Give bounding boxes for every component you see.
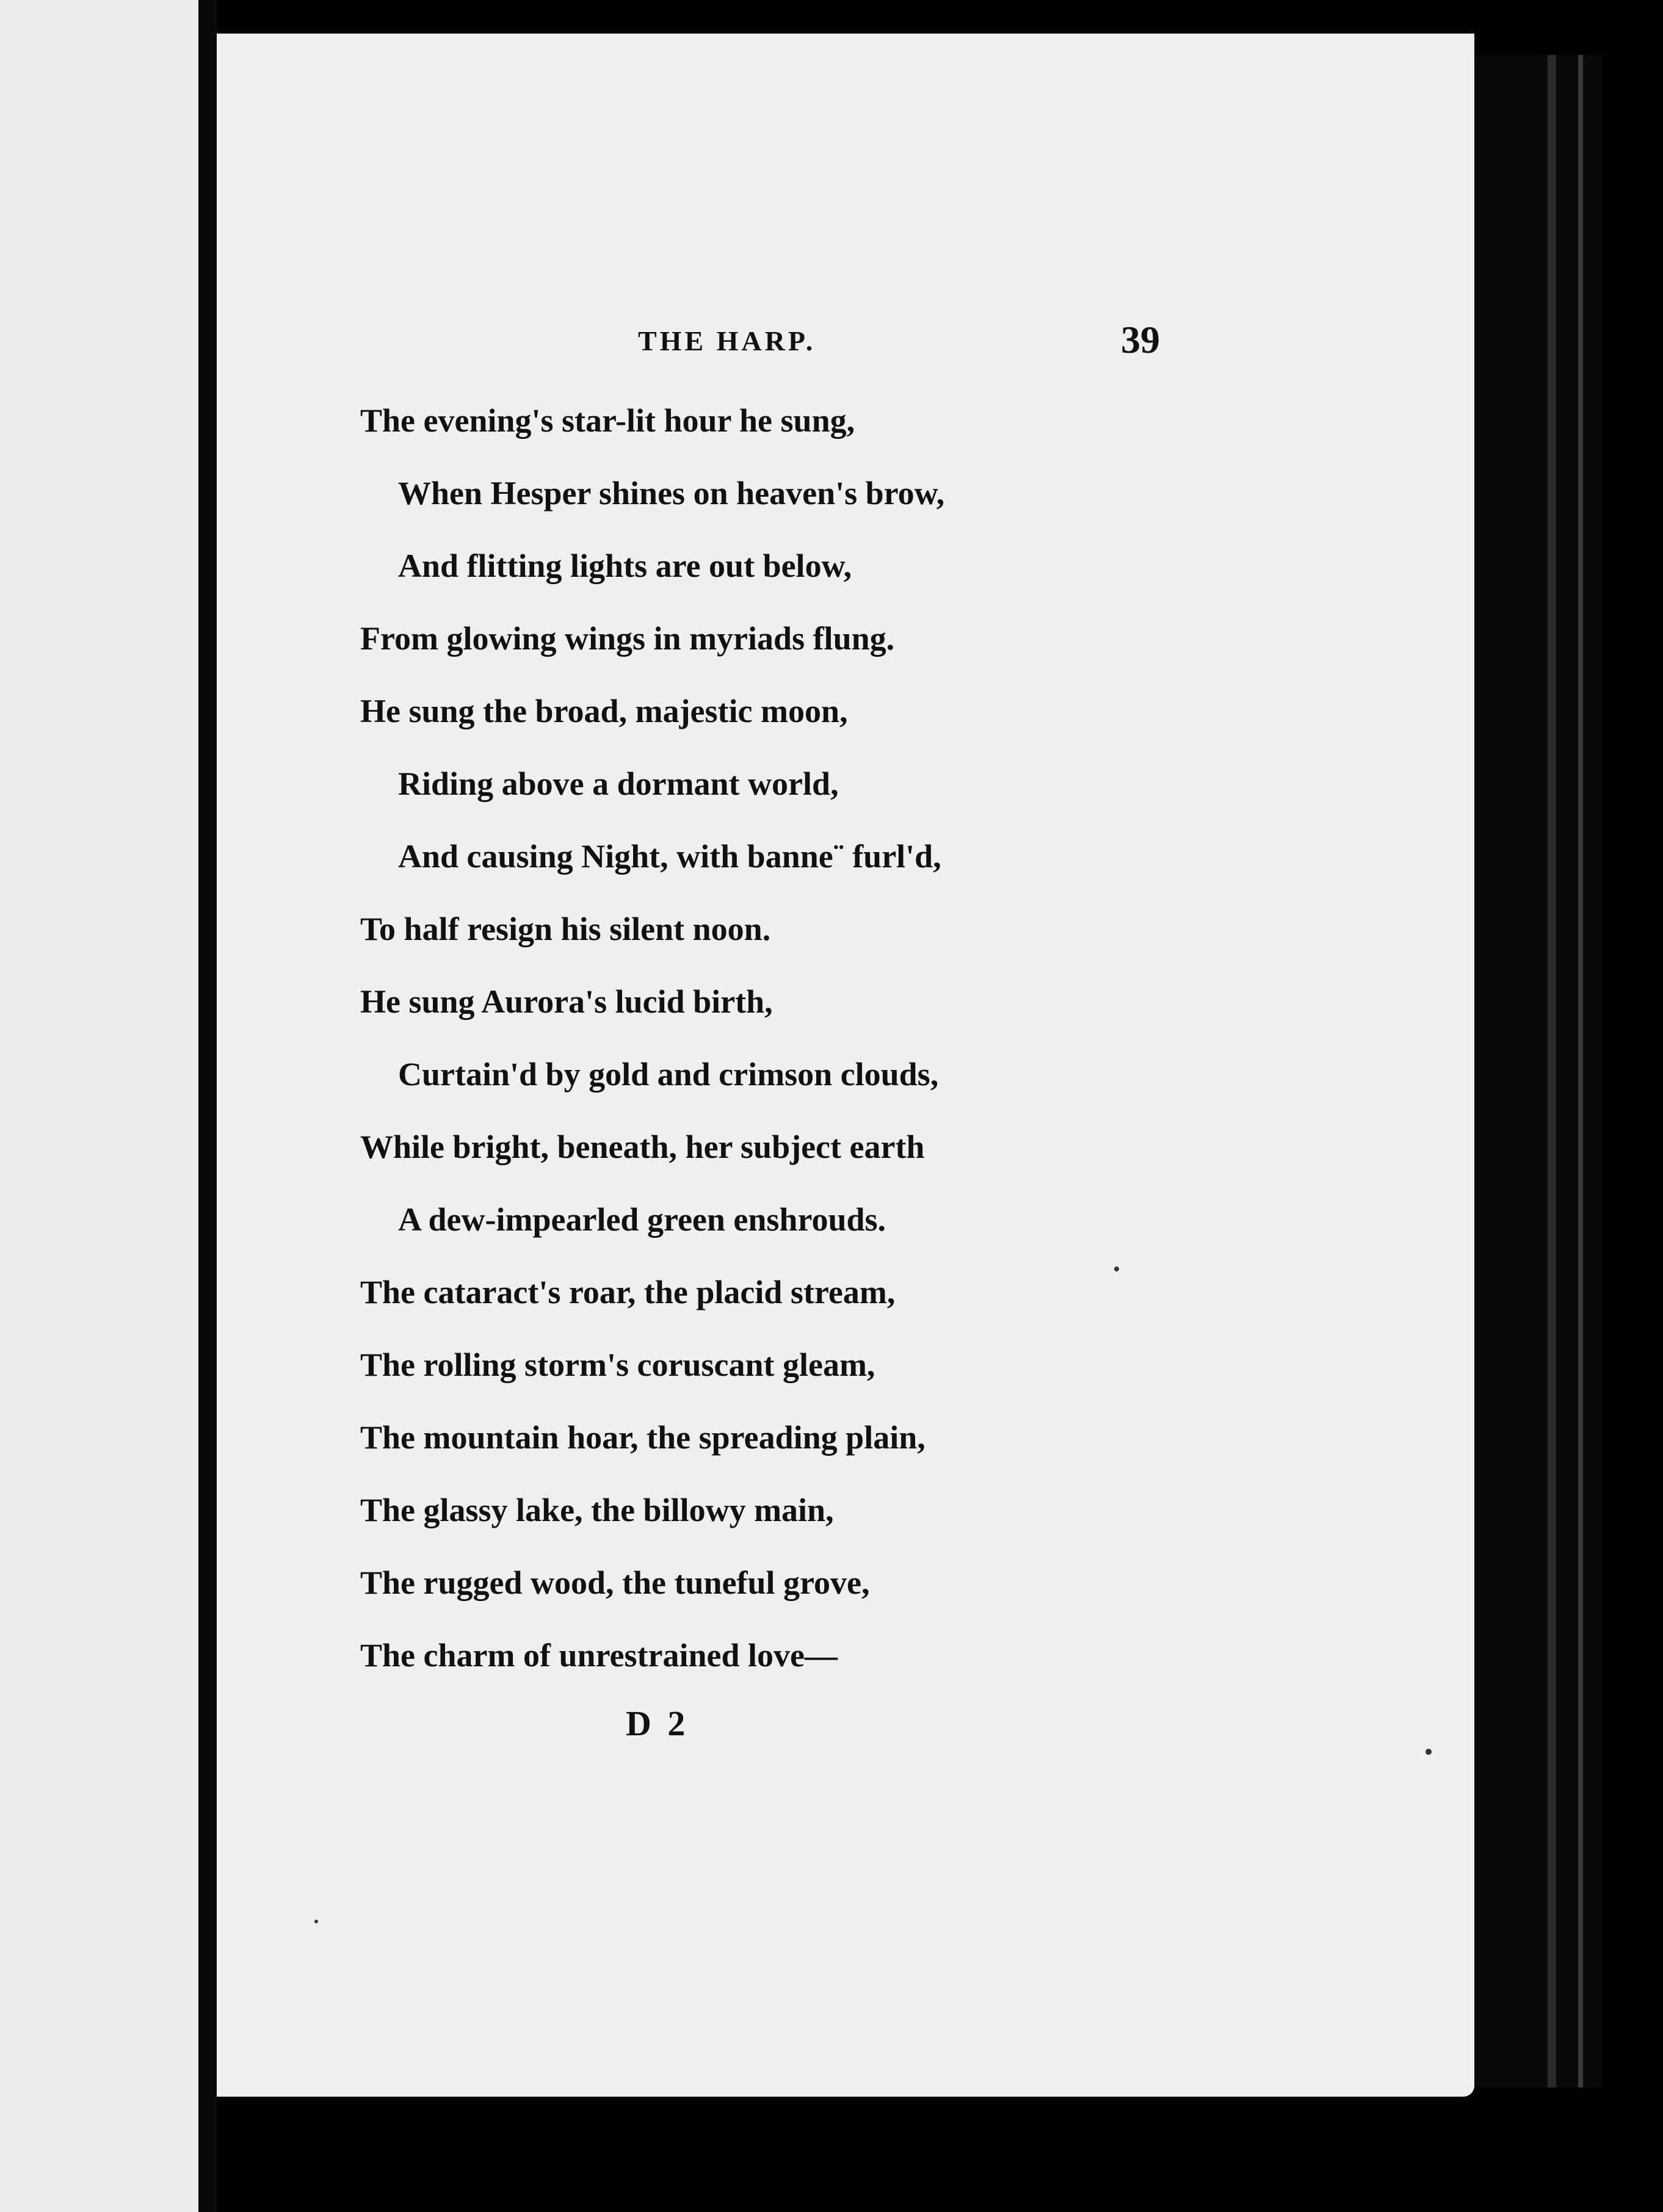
verse-line: And flitting lights are out below, [398, 548, 852, 584]
page-edge-strip [1578, 55, 1583, 2087]
page-number: 39 [1121, 318, 1160, 361]
verse-line: A dew-impearled green enshrouds. [398, 1201, 886, 1238]
poem-verse [360, 385, 1276, 1692]
page-edge-strip [1548, 55, 1556, 2087]
printer-signature-mark: D 2 [626, 1704, 689, 1743]
ink-speck [1426, 1749, 1432, 1755]
verse-line: While bright, beneath, her subject earth [360, 1129, 925, 1165]
verse-line: He sung Aurora's lucid birth, [360, 983, 773, 1020]
verse-line: And causing Night, with banne¨ furl'd, [398, 838, 941, 875]
verse-line: The rolling storm's coruscant gleam, [360, 1346, 875, 1383]
verse-line: He sung the broad, majestic moon, [360, 693, 848, 729]
verse-line: The rugged wood, the tuneful grove, [360, 1564, 870, 1601]
verse-line: From glowing wings in myriads flung. [360, 620, 895, 657]
verse-line: The charm of unrestrained love— [360, 1637, 838, 1674]
facing-page-edge [0, 0, 198, 2212]
verse-line: The evening's star-lit hour he sung, [360, 402, 855, 439]
page-stack-edge [1474, 55, 1603, 2087]
verse-line: Curtain'd by gold and crimson clouds, [398, 1056, 939, 1093]
verse-line: When Hesper shines on heaven's brow, [398, 475, 945, 511]
page-header [360, 317, 1160, 372]
verse-line: The glassy lake, the billowy main, [360, 1492, 834, 1528]
verse-line: The mountain hoar, the spreading plain, [360, 1419, 926, 1456]
ink-speck [314, 1920, 318, 1923]
verse-line: Riding above a dormant world, [398, 765, 839, 802]
book-gutter [198, 0, 217, 2212]
running-head: THE HARP. [638, 325, 816, 356]
verse-line: To half resign his silent noon. [360, 911, 771, 947]
verse-line: The cataract's roar, the placid stream, [360, 1274, 896, 1310]
